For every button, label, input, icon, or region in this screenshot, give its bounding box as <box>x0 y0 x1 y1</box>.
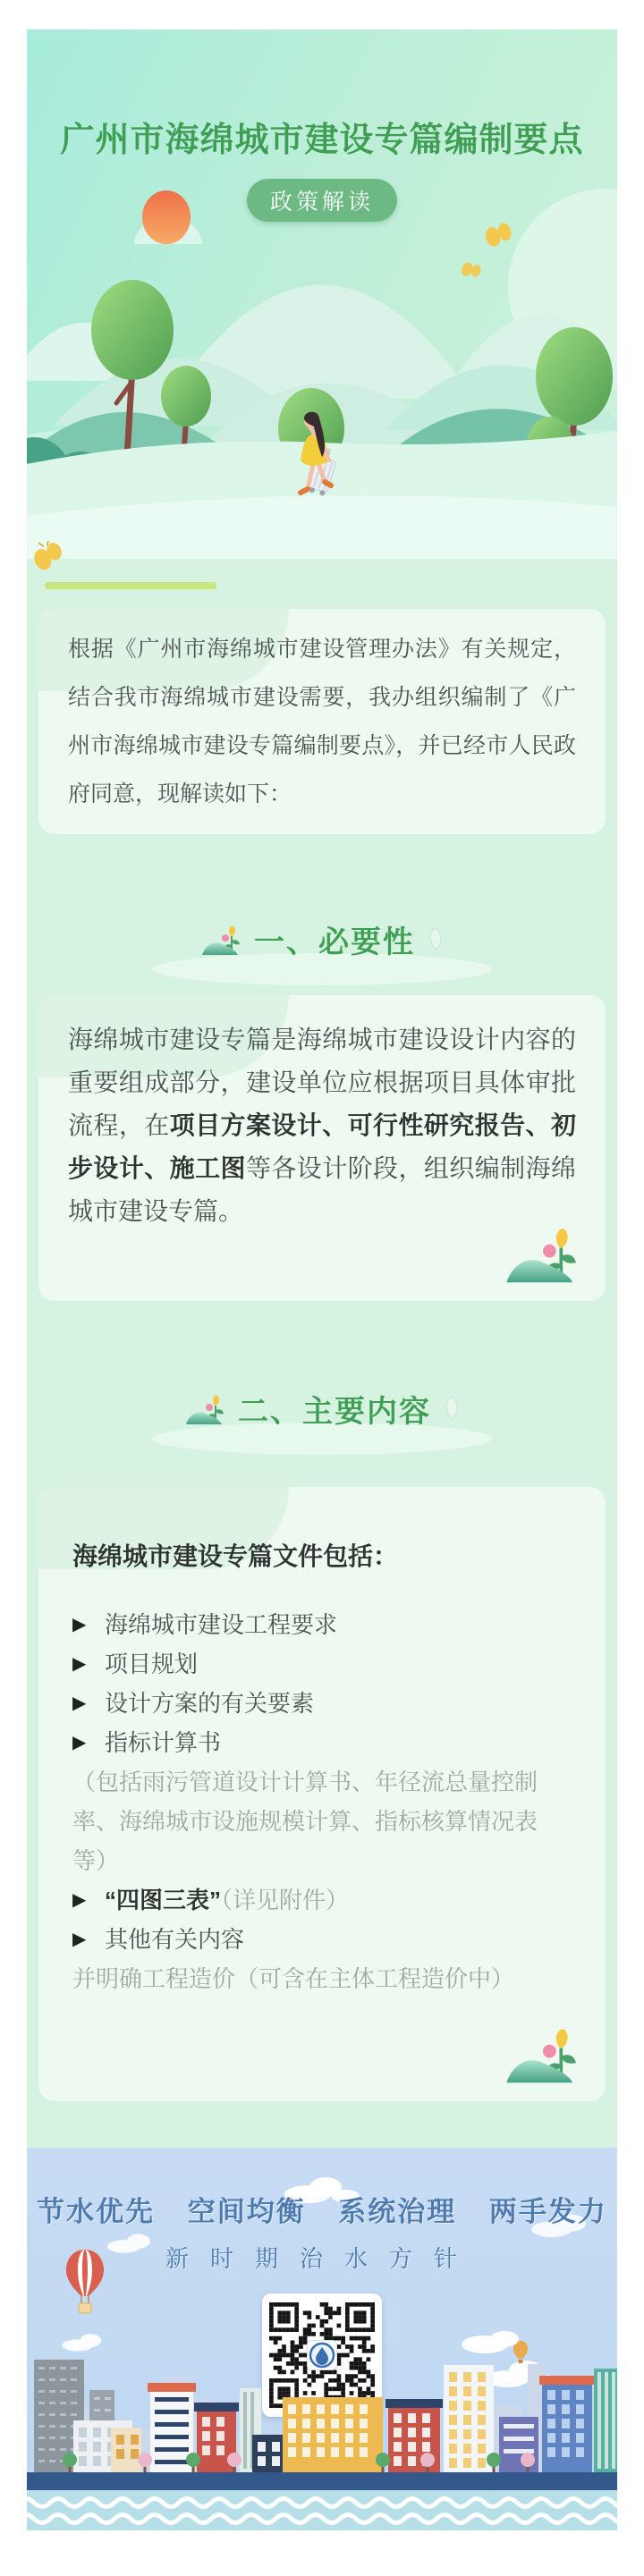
hill-flower-icon <box>182 1390 229 1426</box>
list-item-text: “四图三表”（详见附件） <box>105 1887 350 1913</box>
list-item-text: 指标计算书 <box>105 1729 222 1756</box>
necessity-paragraph <box>68 1018 576 1233</box>
water-policy-subtitle: 新时期治水方针 <box>165 2245 479 2272</box>
list-item <box>72 1605 572 1644</box>
list-item-text: 海绵城市建设工程要求 <box>105 1611 338 1638</box>
list-title: 海绵城市建设专篇文件包括： <box>72 1542 399 1570</box>
section-heading-content <box>27 1381 617 1467</box>
bullet-icon: ▶ <box>72 1654 87 1674</box>
city-skyline <box>27 2325 617 2530</box>
list-item-text: 其他有关内容 <box>105 1926 245 1953</box>
list-item-text: 设计方案的有关要素 <box>105 1690 315 1717</box>
list-item-text: 并明确工程造价（可含在主体工程造价中） <box>72 1965 515 1992</box>
sun-icon <box>134 190 202 244</box>
butterfly-icon <box>460 222 513 281</box>
hill-flower-icon <box>500 1219 586 1287</box>
page-title: 广州市海绵城市建设专篇编制要点 <box>60 122 584 159</box>
section-title: 一、必要性 <box>254 925 415 959</box>
bullet-icon: ▶ <box>72 1693 87 1713</box>
intro-paragraph: 根据《广州市海绵城市建设管理办法》有关规定，结合我市海绵城市建设需要，我办组织编制了《广州市海绵城市建设专篇编制要点》，并已经市人民政府同意，现解读如下： <box>68 637 576 807</box>
bullet-icon: ▶ <box>72 1615 87 1634</box>
article-body <box>27 559 617 2148</box>
bullet-icon: ▶ <box>72 1733 87 1753</box>
hot-air-balloon-icon <box>64 2248 106 2314</box>
text-segment: 等各设计阶段，组织编制海绵城市建设专篇。 <box>68 1154 576 1225</box>
content-list <box>72 1605 572 1998</box>
article-content <box>27 30 617 2530</box>
list-item <box>72 1723 572 1762</box>
policy-tag-button[interactable]: 政策解读 <box>247 179 397 222</box>
butterfly-icon <box>32 541 66 571</box>
bullet-icon: ▶ <box>72 1890 87 1910</box>
accent-bar <box>45 582 216 589</box>
list-item-text: 项目规划 <box>105 1651 199 1677</box>
necessity-card <box>38 995 606 1301</box>
list-item <box>72 1959 572 1998</box>
water-policy-slogan: 节水优先 空间均衡 系统治理 两手发力 <box>37 2196 607 2227</box>
list-item-text: （包括雨污管道设计计算书、年径流总量控制率、海绵城市设施规模计算、指标核算情况表等） <box>72 1769 538 1874</box>
leaf-icon <box>424 925 445 952</box>
list-item <box>72 1880 572 1920</box>
list-item <box>72 1762 572 1880</box>
list-item <box>72 1684 572 1723</box>
list-item <box>72 1644 572 1684</box>
main-content-card <box>38 1487 606 2101</box>
bullet-icon: ▶ <box>72 1930 87 1949</box>
hero-illustration <box>27 189 617 559</box>
hill-flower-icon <box>500 2019 586 2087</box>
section-title: 二、主要内容 <box>238 1394 431 1429</box>
list-item <box>72 1920 572 1959</box>
footer-banner <box>27 2148 617 2530</box>
hero-banner <box>27 30 617 559</box>
section-heading-necessity <box>27 912 617 998</box>
hill-flower-icon <box>199 921 245 957</box>
intro-card <box>38 609 606 834</box>
text-segment: 海绵城市建设专篇是海绵城市建设设计内容的重要组成部分，建设单位应根据项目具体审批流程，在 <box>68 1026 576 1139</box>
leaf-icon <box>440 1395 462 1422</box>
text-segment: 项目方案设计、可行性研究报告、初步设计、施工图 <box>68 1111 576 1182</box>
